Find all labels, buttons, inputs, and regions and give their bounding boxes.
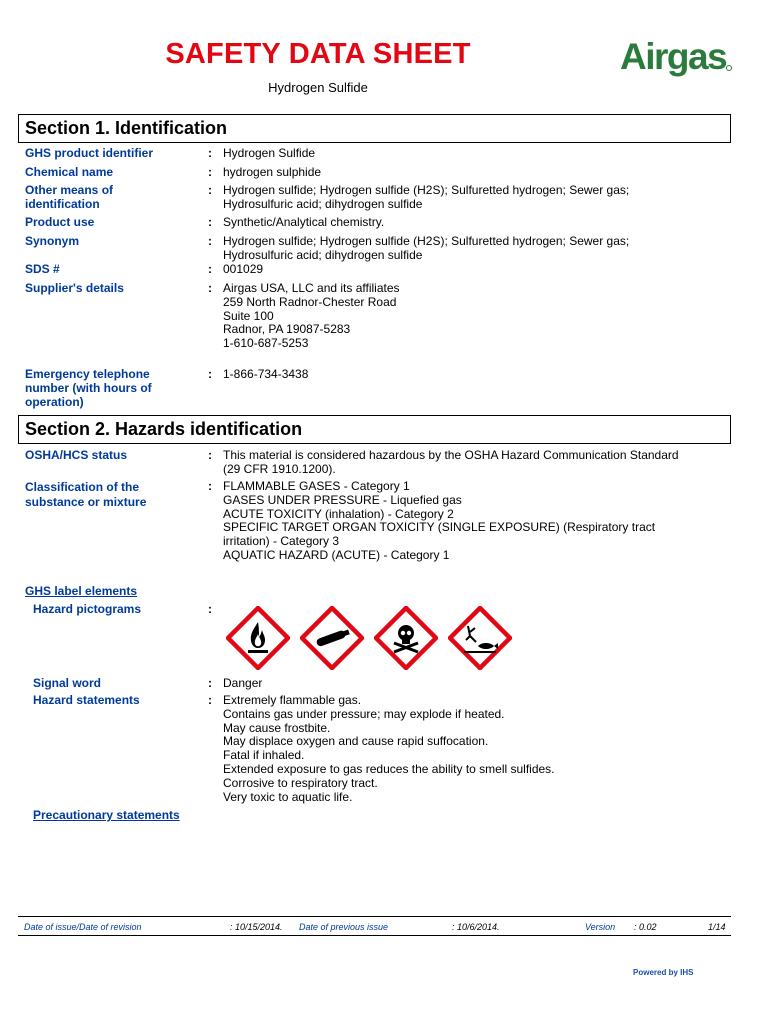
value-line: (29 CFR 1910.1200).	[223, 461, 336, 476]
row-label: GHS product identifier	[25, 146, 154, 160]
value-line: Hydrosulfuric acid; dihydrogen sulfide	[223, 247, 423, 262]
value-line: Extended exposure to gas reduces the ability to smell sulfides.	[223, 761, 555, 776]
value-line: May displace oxygen and cause rapid suffocation.	[223, 734, 489, 749]
colon: :	[208, 281, 212, 295]
footer-issue-label: Date of issue/Date of revision	[24, 922, 142, 932]
colon: :	[208, 183, 212, 197]
value-line: FLAMMABLE GASES - Category 1	[223, 479, 410, 493]
row-label	[25, 368, 195, 409]
logo-text: Airgas	[620, 36, 727, 77]
value-line: SPECIFIC TARGET ORGAN TOXICITY (SINGLE EXPOSURE) (Respiratory tract	[223, 520, 656, 535]
row-value	[223, 147, 728, 161]
value-line: Very toxic to aquatic life.	[223, 789, 353, 804]
value-line: Suite 100	[223, 308, 274, 323]
row-value	[223, 677, 728, 691]
value-line: AQUATIC HAZARD (ACUTE) - Category 1	[223, 547, 450, 562]
row-value	[223, 235, 728, 263]
row-value	[223, 449, 728, 477]
value-line: May cause frostbite.	[223, 720, 331, 735]
value-line: Danger	[223, 676, 263, 690]
row-value	[223, 282, 728, 351]
label-line: substance or mixture	[25, 495, 147, 509]
row-label: Chemical name	[25, 165, 114, 179]
row-value	[223, 184, 728, 212]
product-subtitle: Hydrogen Sulfide	[268, 80, 368, 95]
value-line: This material is considered hazardous by the OSHA Hazard Communication Standard	[223, 448, 679, 462]
row-value	[223, 480, 728, 563]
colon: :	[208, 479, 212, 493]
powered-by-label: Powered by IHS	[633, 968, 694, 977]
value-line: hydrogen sulphide	[223, 165, 322, 179]
flame-pictogram-icon	[226, 606, 290, 670]
colon: :	[208, 367, 212, 381]
row-label: Signal word	[33, 676, 102, 690]
section2-heading: Section 2. Hazards identification	[18, 415, 731, 444]
footer-page-number: 1/14	[708, 922, 726, 932]
label-line: number (with hours of	[25, 380, 152, 395]
label-line: identification	[25, 196, 100, 211]
value-line: Synthetic/Analytical chemistry.	[223, 215, 385, 229]
row-label: Supplier's details	[25, 281, 124, 295]
footer-version-value: : 0.02	[634, 922, 657, 932]
row-label: Product use	[25, 215, 95, 229]
colon: :	[208, 693, 212, 707]
row-label: Synonym	[25, 234, 80, 248]
colon: :	[208, 146, 212, 160]
document-title: SAFETY DATA SHEET	[165, 38, 471, 70]
footer-issue-value: : 10/15/2014.	[230, 922, 283, 932]
value-line: Hydrosulfuric acid; dihydrogen sulfide	[223, 196, 423, 211]
row-label: Hazard pictograms	[33, 602, 142, 616]
value-line: Hydrogen Sulfide	[223, 146, 316, 160]
label-line: Classification of the	[25, 480, 140, 494]
row-label: Hazard statements	[33, 693, 140, 707]
row-label: SDS #	[25, 262, 60, 276]
colon: :	[208, 676, 212, 690]
colon: :	[208, 602, 212, 616]
row-label	[25, 480, 195, 510]
footer-version-label: Version	[585, 922, 616, 932]
row-label: OSHA/HCS status	[25, 448, 128, 462]
footer-previous-label: Date of previous issue	[299, 922, 389, 932]
value-line: 001029	[223, 262, 264, 276]
airgas-logo	[620, 36, 726, 78]
colon: :	[208, 234, 212, 248]
value-line: irritation) - Category 3	[223, 534, 340, 549]
skull-crossbones-pictogram-icon	[374, 606, 438, 670]
value-line: Airgas USA, LLC and its affiliates	[223, 281, 400, 295]
row-value	[223, 263, 728, 277]
value-line: GASES UNDER PRESSURE - Liquefied gas	[223, 492, 462, 507]
page-footer	[18, 916, 731, 936]
colon: :	[208, 165, 212, 179]
colon: :	[208, 215, 212, 229]
row-label	[25, 184, 195, 212]
gas-cylinder-pictogram-icon	[300, 606, 364, 670]
value-line: 1-866-734-3438	[223, 367, 309, 381]
environment-pictogram-icon	[448, 606, 512, 670]
value-line: Extremely flammable gas.	[223, 693, 362, 707]
value-line: Radnor, PA 19087-5283	[223, 322, 351, 337]
ghs-label-elements-link[interactable]: GHS label elements	[25, 584, 138, 598]
registered-mark-icon	[726, 65, 732, 71]
label-line: Emergency telephone	[25, 367, 150, 381]
label-line: Other means of	[25, 183, 114, 197]
precautionary-statements-link[interactable]: Precautionary statements	[33, 808, 180, 822]
value-line: Corrosive to respiratory tract.	[223, 775, 378, 790]
value-line: Fatal if inhaled.	[223, 748, 305, 763]
colon: :	[208, 262, 212, 276]
value-line: ACUTE TOXICITY (inhalation) - Category 2	[223, 506, 454, 521]
footer-previous-value: : 10/6/2014.	[452, 922, 500, 932]
row-value	[223, 368, 728, 382]
value-line: Hydrogen sulfide; Hydrogen sulfide (H2S); Sulfuretted hydrogen; Sewer gas;	[223, 234, 630, 248]
value-line: 259 North Radnor-Chester Road	[223, 294, 397, 309]
value-line: 1-610-687-5253	[223, 336, 309, 351]
value-line: Contains gas under pressure; may explode if heated.	[223, 706, 505, 721]
row-value	[223, 694, 728, 804]
colon: :	[208, 448, 212, 462]
value-line: Hydrogen sulfide; Hydrogen sulfide (H2S); Sulfuretted hydrogen; Sewer gas;	[223, 183, 630, 197]
label-line: operation)	[25, 394, 84, 409]
section1-heading: Section 1. Identification	[18, 114, 731, 143]
row-value	[223, 216, 728, 230]
row-value	[223, 166, 728, 180]
